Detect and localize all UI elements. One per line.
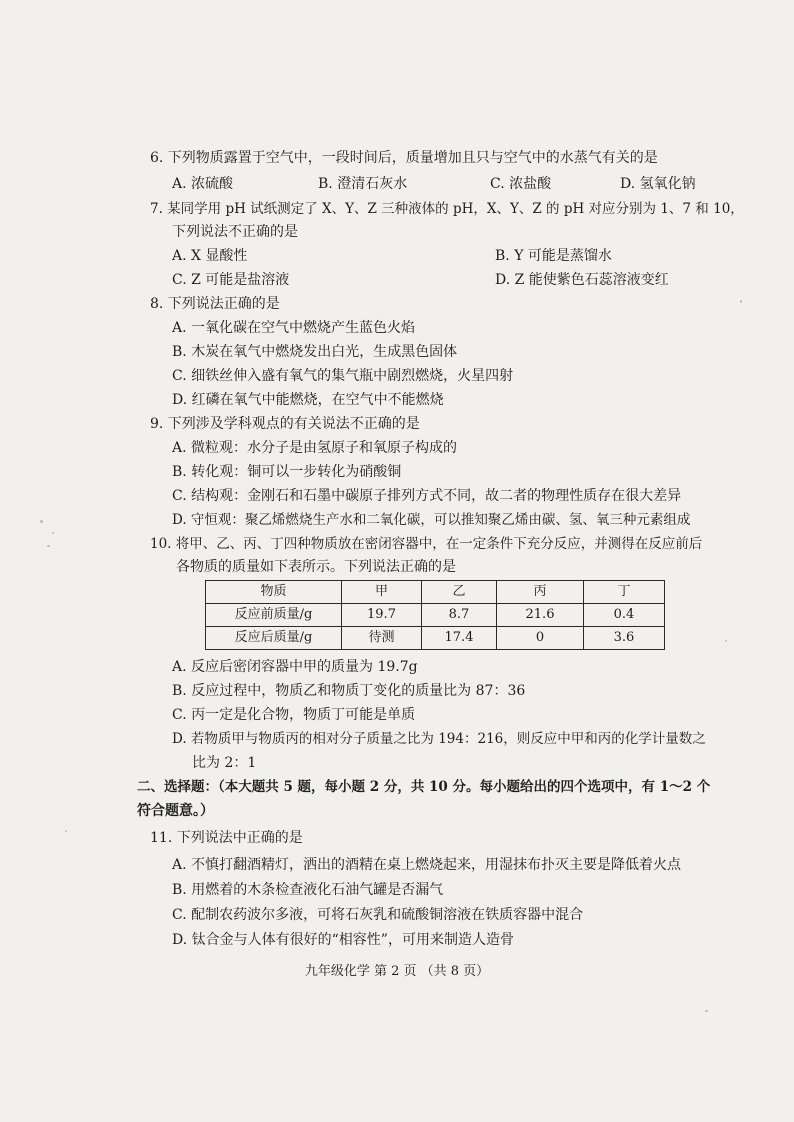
q7-stem-line1: 7. 某同学用 pH 试纸测定了 X、Y、Z 三种液体的 pH，X、Y、Z 的 pH 对应分别为 1、7 和 10， [150,201,744,217]
table-cell: 反应后质量/g [206,627,342,650]
q11-option-a: A. 不慎打翻酒精灯，洒出的酒精在桌上燃烧起来，用湿抹布扑灭主要是降低着火点 [172,857,682,873]
q9-option-d: D. 守恒观：聚乙烯燃烧生产水和二氧化碳，可以推知聚乙烯由碳、氢、氧三种元素组成 [172,512,691,528]
q11-option-b: B. 用燃着的木条检查液化石油气罐是否漏气 [172,882,444,898]
scan-speck [52,532,54,534]
q9-option-b: B. 转化观：铜可以一步转化为硝酸铜 [172,464,402,480]
q6-option-d: D. 氢氧化钠 [620,176,696,192]
q10-stem-line2: 各物质的质量如下表所示。下列说法正确的是 [176,559,456,575]
table-cell: 19.7 [342,604,422,627]
q11-option-d: D. 钛合金与人体有很好的“相容性”，可用来制造人造骨 [172,932,514,948]
q9-option-a: A. 微粒观：水分子是由氢原子和氧原子构成的 [172,440,458,456]
table-cell: 0.4 [584,604,665,627]
table-row [206,604,665,627]
q7-stem-line2: 下列说法不正确的是 [172,224,298,240]
q10-option-b: B. 反应过程中，物质乙和物质丁变化的质量比为 87：36 [172,683,526,699]
section-heading: 二、选择题：（本大题共 5 题，每小题 2 分，共 10 分。每小题给出的四个选项中，有 1～2 个 [137,779,711,795]
q9-option-c: C. 结构观：金刚石和石墨中碳原子排列方式不同，故二者的物理性质存在很大差异 [172,488,682,504]
table-header-cell: 物质 [206,581,342,604]
q8-option-b: B. 木炭在氧气中燃烧发出白光，生成黑色固体 [172,344,458,360]
q7-option-b: B. Y 可能是蒸馏水 [495,248,612,264]
table-header-row [206,581,665,604]
q6-option-a: A. 浓硫酸 [172,176,234,192]
table-cell: 0 [497,627,584,650]
scan-speck [740,300,742,303]
scan-speck [65,830,67,832]
q7-option-c: C. Z 可能是盐溶液 [172,272,290,288]
scan-speck [705,1010,708,1012]
table-header-cell: 丙 [497,581,584,604]
table-row [206,627,665,650]
q8-option-c: C. 细铁丝伸入盛有氧气的集气瓶中剧烈燃烧，火星四射 [172,368,514,384]
q6-option-c: C. 浓盐酸 [490,176,552,192]
q9-stem: 9. 下列涉及学科观点的有关说法不正确的是 [150,416,420,432]
section-heading-cont: 符合题意。） [137,803,214,819]
table-cell: 待测 [342,627,422,650]
q6-stem: 6. 下列物质露置于空气中，一段时间后，质量增加且只与空气中的水蒸气有关的是 [150,150,658,166]
table-header-cell: 乙 [422,581,497,604]
scan-speck [725,640,727,642]
q10-option-a: A. 反应后密闭容器中甲的质量为 19.7g [172,659,418,675]
table-cell: 8.7 [422,604,497,627]
q7-option-d: D. Z 能使紫色石蕊溶液变红 [495,272,669,288]
scan-speck [47,545,50,547]
table-cell: 17.4 [422,627,497,650]
scan-speck [40,520,43,523]
q8-option-a: A. 一氧化碳在空气中燃烧产生蓝色火焰 [172,320,416,336]
q11-stem: 11. 下列说法中正确的是 [150,830,303,846]
q7-option-a: A. X 显酸性 [172,248,248,264]
q10-option-c: C. 丙一定是化合物，物质丁可能是单质 [172,707,416,723]
table-cell: 3.6 [584,627,665,650]
page-footer: 九年级化学 第 2 页 （共 8 页） [304,964,490,979]
mass-table [205,580,665,650]
q10-option-d-cont: 比为 2：1 [192,755,257,771]
table-header-cell: 丁 [584,581,665,604]
table-header-cell: 甲 [342,581,422,604]
table-cell: 21.6 [497,604,584,627]
q10-stem-line1: 10. 将甲、乙、丙、丁四种物质放在密闭容器中，在一定条件下充分反应，并测得在反应前后 [150,536,703,552]
q8-stem: 8. 下列说法正确的是 [150,296,280,312]
q10-option-d: D. 若物质甲与物质丙的相对分子质量之比为 194：216，则反应中甲和丙的化学计量数之 [172,731,706,747]
q11-option-c: C. 配制农药波尔多液，可将石灰乳和硫酸铜溶液在铁质容器中混合 [172,907,584,923]
q8-option-d: D. 红磷在氧气中能燃烧，在空气中不能燃烧 [172,392,444,408]
q6-option-b: B. 澄清石灰水 [318,176,408,192]
table-cell: 反应前质量/g [206,604,342,627]
